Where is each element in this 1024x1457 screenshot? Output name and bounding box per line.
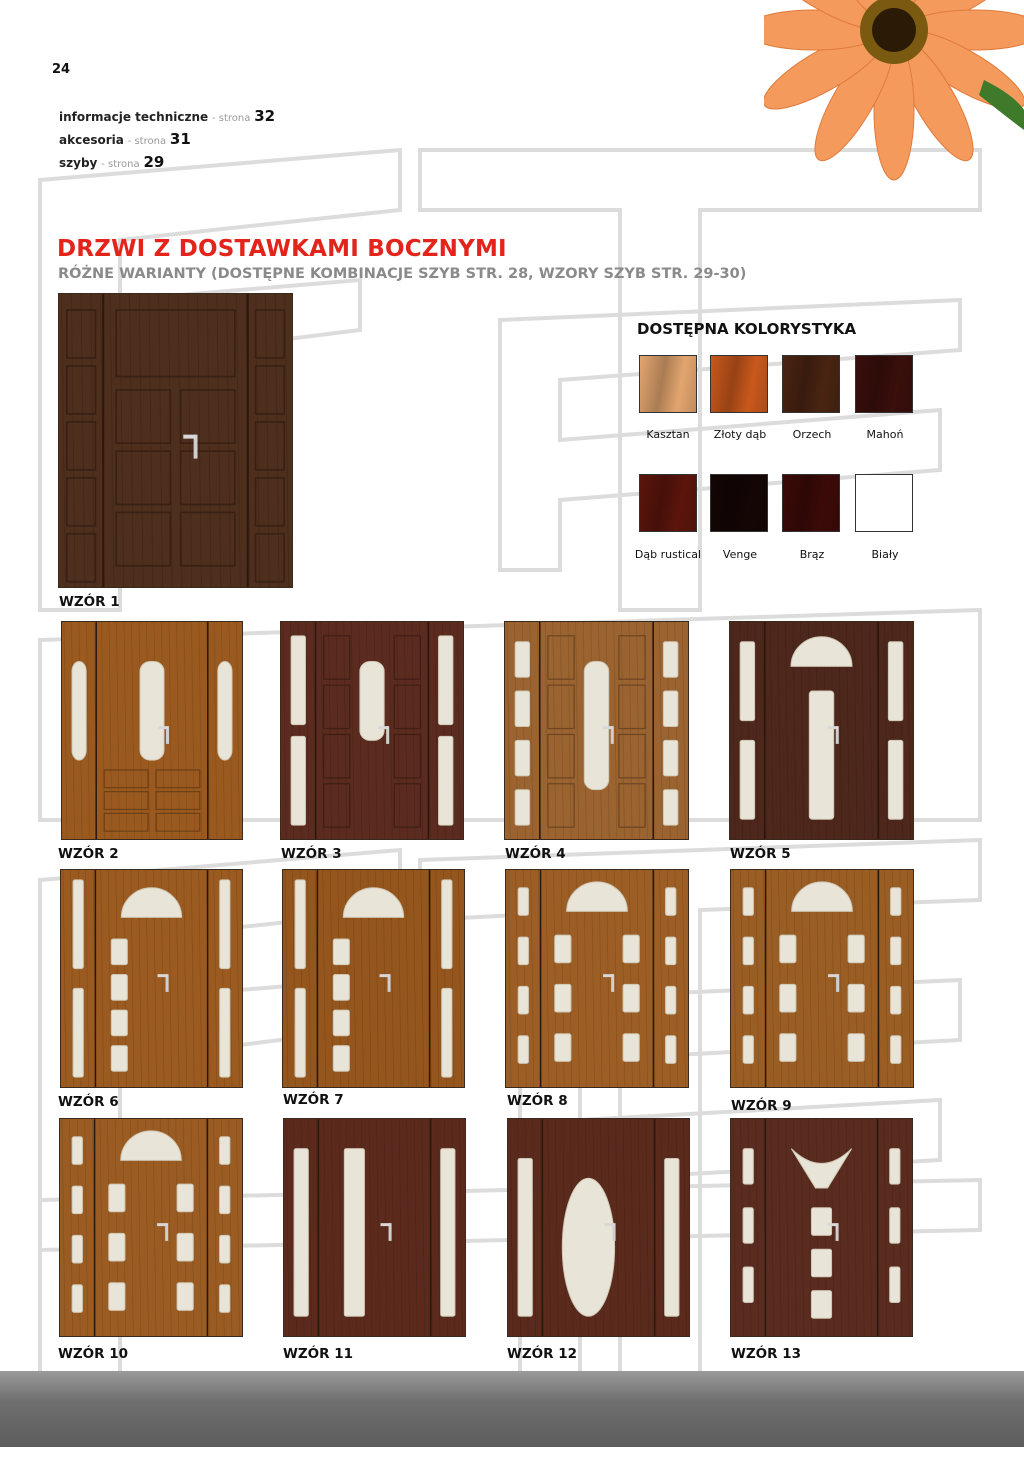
door-model-label: WZÓR 9 [731,1098,792,1114]
door-model-label: WZÓR 4 [505,846,566,862]
door-model-label: WZÓR 5 [730,846,791,862]
color-swatch[interactable] [855,474,913,532]
door-image [60,869,243,1088]
door-image [729,621,914,840]
color-swatch[interactable] [782,474,840,532]
color-swatch-label: Biały [871,548,899,561]
color-swatch[interactable] [639,474,697,532]
page-title: DRZWI Z DOSTAWKAMI BOCZNYMI [57,236,507,262]
page-number: 24 [52,62,71,77]
door-image [59,1118,243,1337]
palette-title: DOSTĘPNA KOLORYSTYKA [637,320,857,338]
door-image [730,869,914,1088]
door-model-label: WZÓR 6 [58,1094,119,1110]
door-image [730,1118,913,1337]
color-swatch[interactable] [710,355,768,413]
color-swatch[interactable] [639,355,697,413]
color-swatch[interactable] [710,474,768,532]
color-swatch-label: Złoty dąb [713,428,767,441]
color-swatch-label: Orzech [792,428,832,441]
color-swatch[interactable] [782,355,840,413]
page-references [59,106,275,175]
door-model-label: WZÓR 13 [731,1346,802,1362]
ref-technical-info[interactable]: informacje techniczne - strona 32 [59,107,276,125]
color-swatch-label: Venge [722,548,758,561]
door-model-label: WZÓR 7 [283,1092,344,1108]
door-image [507,1118,690,1337]
door-image [61,621,243,840]
door-model-label: WZÓR 3 [281,846,342,862]
door-image [282,869,465,1088]
door-image [283,1118,466,1337]
color-swatch-label: Brąz [799,548,825,561]
flower-decoration [764,0,1024,230]
ref-glass[interactable]: szyby - strona 29 [59,153,165,171]
door-model-label: WZÓR 10 [58,1346,129,1362]
page-subtitle: RÓŻNE WARIANTY (DOSTĘPNE KOMBINACJE SZYB STR. 28, WZORY SZYB STR. 29-30) [58,266,747,282]
door-model-label: WZÓR 11 [283,1346,354,1362]
door-model-label: WZÓR 1 [59,594,120,610]
ref-accessories[interactable]: akcesoria - strona 31 [59,130,191,148]
door-image [58,293,293,588]
door-model-label: WZÓR 8 [507,1093,568,1109]
color-swatch-label: Dąb rustical [634,548,702,561]
door-image [505,869,689,1088]
footer-bar [0,1371,1024,1447]
color-swatch-label: Kasztan [646,428,690,441]
door-model-label: WZÓR 12 [507,1346,578,1362]
color-swatch-label: Mahoń [866,428,904,441]
door-model-label: WZÓR 2 [58,846,119,862]
color-swatch[interactable] [855,355,913,413]
door-image [280,621,464,840]
door-image [504,621,689,840]
